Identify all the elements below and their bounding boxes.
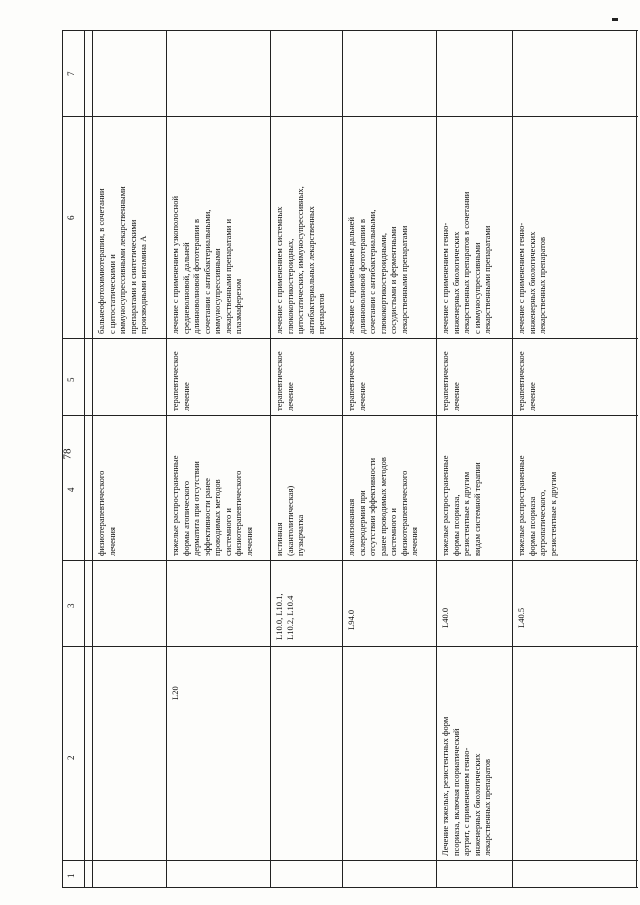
column-number: 7 — [66, 71, 76, 76]
table-border — [62, 646, 638, 647]
cell-col6: бальнеофотохимиотерапии, в сочетании с цитостатическими и иммуносупрессивными лекарственными препаратами и синтетическими производными витамина А — [96, 186, 148, 334]
cell-col4: тяжелые распространенные формы псориаза артропатического, резистентные к другим — [516, 455, 558, 556]
cell-col4: истинная (акантолитическая) пузырчатка — [274, 485, 305, 556]
column-number: 2 — [66, 755, 76, 760]
table-border — [62, 560, 638, 561]
cell-col5: терапевтическое лечение — [274, 351, 295, 411]
cell-col4: тяжелые распространенные формы атопического дерматита при отсутствии эффективности ранее проводимых методов системного и физиотерапевтического лечения — [170, 455, 254, 556]
table-border — [62, 887, 638, 888]
cell-col5: терапевтическое лечение — [516, 351, 537, 411]
cell-col4: локализованная склеродермия при отсутствии эффективности ранее проводимых методов системного и физиотерапевтического лечения — [346, 457, 419, 556]
cell-col3: L40.0 — [440, 607, 450, 628]
cell-col3: L94.0 — [346, 609, 356, 630]
table-border — [636, 30, 637, 888]
cell-col5: терапевтическое лечение — [170, 351, 191, 411]
table-border — [92, 30, 93, 888]
column-number: 6 — [66, 215, 76, 220]
column-number: 3 — [66, 603, 76, 608]
table-border — [512, 30, 513, 888]
cell-col6: лечение с применением дальней длинноволновой фототерапии в сочетании с антибактериальными, глюкокортикостероидными, сосудистыми и ферментными лекарственными препаратами — [346, 209, 409, 334]
table-border — [62, 338, 638, 339]
table-border — [436, 30, 437, 888]
cell-col2: Лечение тяжелых, резистентных форм псориаза, включая псориатический артрит, с применением генно- инженерных биологических лекарственных препаратов — [440, 716, 492, 856]
table-border — [62, 415, 638, 416]
table-border — [62, 30, 638, 31]
cell-col4: тяжелые распространенные формы псориаза, резистентные к другим видам системной терапии — [440, 455, 482, 556]
column-number: 5 — [66, 377, 76, 382]
cell-col3: L10.0, L10.1, L10.2, L10.4 — [274, 593, 295, 640]
cell-col6: лечение с применением генно- инженерных биологических лекарственных препаратов — [516, 222, 547, 334]
table-border — [62, 30, 63, 888]
cell-col6: лечение с применением системных глюкокортикостероидных, цитостатических, иммуносупрессивных, антибактериальных лекарственных препаратов — [274, 186, 326, 334]
cell-col6: лечение с применением узкополосной средневолновой, дальней длинноволновой фототерапии в сочетании с антибактериальными, иммуносупрессивными лекарственными препаратами и плазмаферезом — [170, 195, 243, 334]
cell-col5: терапевтическое лечение — [346, 351, 367, 411]
cell-col3: L20 — [170, 686, 180, 700]
table-border — [62, 860, 638, 861]
cell-col5: терапевтическое лечение — [440, 351, 461, 411]
table-border — [342, 30, 343, 888]
page-number: 78 — [61, 448, 74, 460]
column-number: 1 — [66, 873, 76, 878]
cell-col6: лечение с применением генно- инженерных биологических лекарственных препаратов в сочетании с иммуносупрессивными лекарственными препаратами — [440, 191, 492, 334]
table-border — [166, 30, 167, 888]
cell-col3: L40.5 — [516, 607, 526, 628]
cell-col4: физиотерапевтического лечения — [96, 470, 117, 556]
table-border — [84, 30, 85, 888]
table-border — [62, 116, 638, 117]
table-border — [270, 30, 271, 888]
column-number: 4 — [66, 487, 76, 492]
